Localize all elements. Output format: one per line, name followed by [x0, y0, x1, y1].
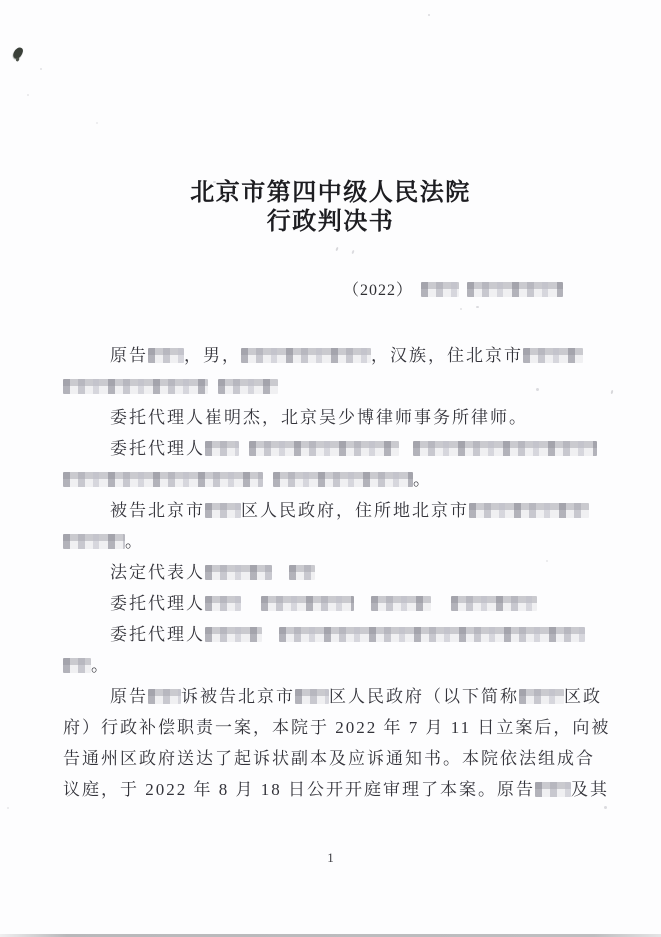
redaction-block — [205, 565, 272, 580]
redaction-block — [205, 627, 262, 642]
text-run: 委托代理人 — [110, 625, 205, 644]
redaction-block — [295, 689, 329, 704]
text-run: 原告 — [110, 346, 148, 365]
redaction-block — [279, 627, 585, 642]
redaction-block — [218, 379, 278, 394]
court-name: 北京市第四中级人民法院 — [190, 180, 471, 206]
text-run: 及其 — [571, 780, 609, 799]
redaction-block — [241, 348, 371, 363]
document-title — [0, 179, 661, 237]
scan-speck — [428, 14, 430, 16]
redaction-block — [289, 565, 315, 580]
text-run: 委托代理人 — [110, 439, 205, 458]
redaction-block — [249, 441, 399, 456]
text-run: 。 — [91, 656, 110, 675]
redaction-block — [63, 534, 125, 549]
document-type: 行政判决书 — [266, 209, 395, 235]
text-run: ，汉族，住北京市 — [371, 346, 523, 365]
intro-paragraph-line-3 — [63, 743, 623, 774]
scan-speck — [476, 306, 479, 308]
scan-speck — [7, 807, 9, 809]
plaintiff-counsel2-line-1 — [63, 433, 623, 464]
text-run: 原告 — [110, 687, 148, 706]
redaction-gap — [239, 453, 249, 454]
redaction-block — [519, 689, 564, 704]
text-run: 告通州区政府送达了起诉状副本及应诉通知书。本院依法组成合 — [63, 749, 595, 768]
redaction-block — [261, 596, 354, 611]
case-number-line — [343, 277, 563, 305]
redaction-gap — [263, 484, 273, 485]
text-run: 区政 — [564, 687, 602, 706]
redaction-gap — [272, 577, 289, 578]
scan-speck — [335, 247, 338, 251]
defendant-line-2 — [63, 526, 623, 557]
redaction-block — [63, 658, 91, 673]
text-run: 区人民政府，住所地北京市 — [241, 501, 469, 520]
defendant-counsel1-line — [63, 588, 623, 619]
scan-speck — [460, 308, 462, 310]
redaction-block — [467, 282, 563, 297]
legal-representative-line — [63, 557, 623, 588]
ink-smudge — [12, 46, 24, 60]
text-run: 。 — [413, 470, 432, 489]
redaction-block — [451, 596, 537, 611]
text-run: 委托代理人 — [110, 594, 205, 613]
redaction-block — [371, 596, 431, 611]
text-run: 法定代表人 — [110, 563, 205, 582]
redaction-block — [63, 379, 208, 394]
redaction-block — [63, 472, 263, 487]
redaction-gap — [354, 608, 371, 609]
text-run: 。 — [125, 532, 144, 551]
scan-speck — [96, 122, 98, 124]
intro-paragraph-line-4 — [63, 774, 623, 805]
text-run: （2022） — [343, 282, 414, 299]
redaction-gap — [262, 639, 279, 640]
redaction-gap — [241, 608, 261, 609]
body-text — [63, 340, 623, 805]
redaction-block — [413, 441, 597, 456]
defendant-counsel2-line-1 — [63, 619, 623, 650]
redaction-block — [205, 503, 241, 518]
intro-paragraph-line-2 — [63, 712, 623, 743]
text-run: 区人民政府（以下简称 — [329, 687, 519, 706]
text-run: ，男， — [184, 346, 241, 365]
text-run: 诉被告北京市 — [181, 687, 295, 706]
plaintiff-counsel2-line-2 — [63, 464, 623, 495]
text-run: 议庭，于 2022 年 8 月 18 日公开开庭审理了本案。原告 — [63, 780, 535, 799]
redaction-block — [148, 348, 184, 363]
scan-speck — [40, 68, 42, 70]
text-run: 被告北京市 — [110, 501, 205, 520]
plaintiff-line-2 — [63, 371, 623, 402]
redaction-block — [205, 441, 239, 456]
text-run: 府）行政补偿职责一案，本院于 2022 年 7 月 11 日立案后，向被 — [63, 718, 611, 737]
scan-speck — [604, 806, 607, 809]
redaction-block — [469, 503, 589, 518]
redaction-block — [523, 348, 583, 363]
intro-paragraph-line-1 — [63, 681, 623, 712]
redaction-gap — [431, 608, 451, 609]
text-run: 委托代理人崔明杰，北京吴少博律师事务所律师。 — [110, 408, 528, 427]
redaction-gap — [413, 294, 421, 295]
redaction-block — [205, 596, 241, 611]
scan-speck — [351, 250, 354, 254]
defendant-line-1 — [63, 495, 623, 526]
redaction-block — [535, 782, 571, 797]
redaction-gap — [399, 453, 413, 454]
scan-speck — [27, 94, 29, 96]
redaction-block — [421, 282, 459, 297]
page-number: 1 — [327, 850, 334, 865]
redaction-block — [148, 689, 181, 704]
plaintiff-counsel-line — [63, 402, 623, 433]
redaction-gap — [208, 391, 218, 392]
redaction-block — [273, 472, 413, 487]
defendant-counsel2-line-2 — [63, 650, 623, 681]
redaction-gap — [459, 294, 467, 295]
plaintiff-line-1 — [63, 340, 623, 371]
